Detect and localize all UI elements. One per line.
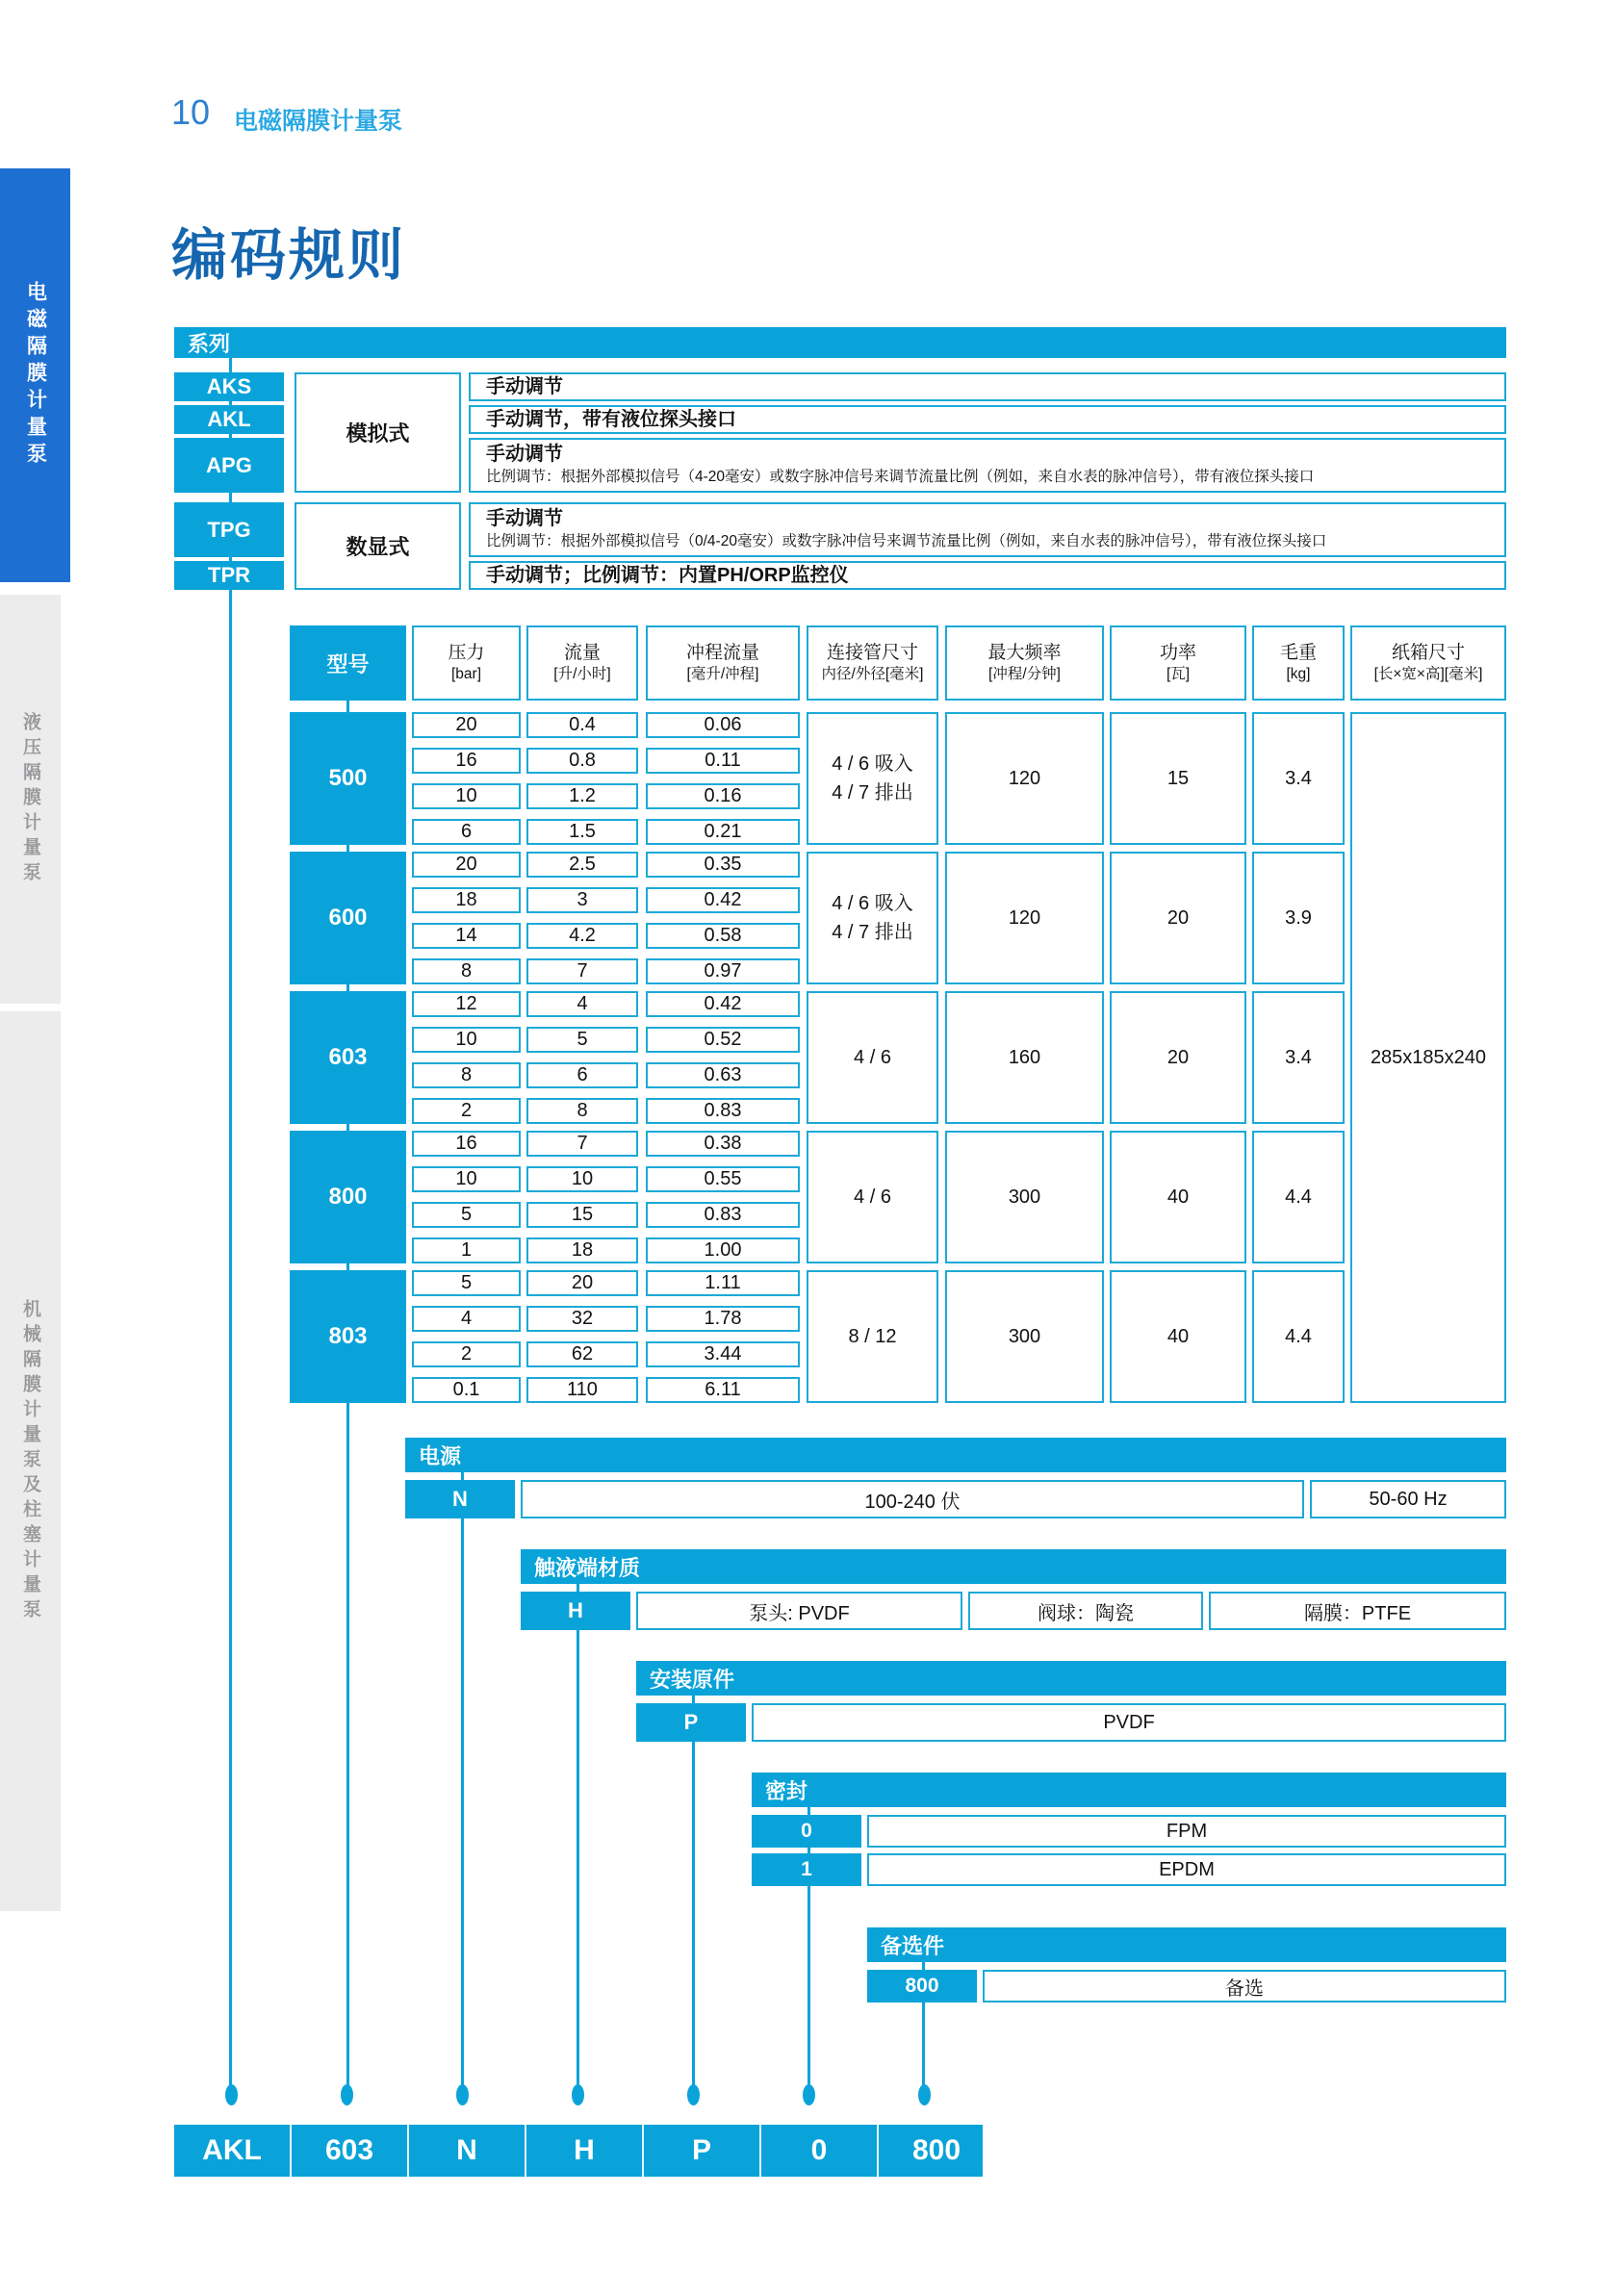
spec-cell-pressure: 20	[412, 852, 521, 878]
code-segment-material: H	[525, 2125, 642, 2177]
spec-cell-stroke: 0.42	[646, 991, 800, 1017]
spec-cell-flow: 62	[526, 1341, 638, 1367]
code-segment-installation: P	[642, 2125, 759, 2177]
series-description-apg: 手动调节 比例调节：根据外部模拟信号（4-20毫安）或数字脉冲信号来调节流量比例（例如，来自水表的脉冲信号），带有液位探头接口	[469, 438, 1506, 493]
spec-cell-stroke: 1.78	[646, 1306, 800, 1332]
material-code-box: H	[521, 1592, 630, 1630]
spec-cell-flow: 8	[526, 1098, 638, 1124]
series-description-akl: 手动调节，带有液位探头接口	[469, 405, 1506, 434]
spec-header-6: 功率 [瓦]	[1110, 625, 1246, 701]
spec-cell-power: 40	[1110, 1131, 1246, 1263]
spec-cell-stroke: 0.21	[646, 819, 800, 845]
spec-cell-stroke: 0.06	[646, 712, 800, 738]
spec-cell-stroke: 0.63	[646, 1062, 800, 1088]
power-header-bar: 电源	[405, 1438, 1506, 1472]
power-code-box: N	[405, 1480, 515, 1518]
spec-cell-power: 20	[1110, 852, 1246, 984]
spec-cell-pressure: 10	[412, 1027, 521, 1053]
spec-cell-pipe-size: 4 / 6 吸入 4 / 7 排出	[807, 712, 938, 845]
connector-dot	[225, 2084, 238, 2105]
spec-model-box-800: 800	[290, 1131, 406, 1263]
spec-cell-stroke: 0.38	[646, 1131, 800, 1157]
spec-cell-pressure: 20	[412, 712, 521, 738]
spec-cell-flow: 32	[526, 1306, 638, 1332]
spec-model-box-603: 603	[290, 991, 406, 1124]
spec-cell-stroke: 0.42	[646, 887, 800, 913]
spec-cell-pipe-size: 8 / 12	[807, 1270, 938, 1403]
page-title: 编码规则	[171, 224, 407, 287]
sidebar-tab-hydraulic[interactable]: 液压隔膜计量泵	[0, 595, 61, 1004]
spec-cell-power: 15	[1110, 712, 1246, 845]
connector-line-installation	[692, 1696, 695, 2088]
spec-cell-pressure: 5	[412, 1202, 521, 1228]
spec-cell-stroke: 1.00	[646, 1237, 800, 1263]
spec-cell-pressure: 10	[412, 783, 521, 809]
spec-cell-pressure: 6	[412, 819, 521, 845]
spec-cell-pipe-size: 4 / 6 吸入 4 / 7 排出	[807, 852, 938, 984]
spec-cell-gross-weight: 4.4	[1252, 1270, 1345, 1403]
seal-value-cell-epdm: EPDM	[867, 1853, 1506, 1886]
series-description-tpg: 手动调节 比例调节：根据外部模拟信号（0/4-20毫安）或数字脉冲信号来调节流量比例（例如，来自水表的脉冲信号），带有液位探头接口	[469, 502, 1506, 557]
spec-header-4: 连接管尺寸 内径/外径[毫米]	[807, 625, 938, 701]
spec-cell-pressure: 4	[412, 1306, 521, 1332]
sidebar-tab-mechanical[interactable]: 机械隔膜计量泵及柱塞计量泵	[0, 1011, 61, 1911]
connector-dot	[803, 2084, 815, 2105]
spec-cell-max-frequency: 120	[945, 852, 1104, 984]
spec-cell-power: 20	[1110, 991, 1246, 1124]
spec-cell-flow: 4	[526, 991, 638, 1017]
power-frequency-cell: 50-60 Hz	[1310, 1480, 1506, 1518]
spec-cell-gross-weight: 4.4	[1252, 1131, 1345, 1263]
spec-cell-carton-size: 285x185x240	[1350, 712, 1506, 1403]
spec-cell-flow: 0.4	[526, 712, 638, 738]
connector-line-power	[461, 1472, 464, 2088]
installation-code-box: P	[636, 1703, 746, 1742]
spec-cell-pressure: 2	[412, 1098, 521, 1124]
spec-cell-stroke: 0.52	[646, 1027, 800, 1053]
series-code-box-tpg: TPG	[174, 502, 284, 557]
installation-value-cell: PVDF	[752, 1703, 1506, 1742]
spec-cell-flow: 0.8	[526, 748, 638, 774]
spec-cell-flow: 20	[526, 1270, 638, 1296]
spec-cell-pipe-size: 4 / 6	[807, 991, 938, 1124]
material-header-bar: 触液端材质	[521, 1549, 1506, 1584]
spec-cell-pressure: 8	[412, 958, 521, 984]
spec-cell-flow: 3	[526, 887, 638, 913]
spec-cell-flow: 18	[526, 1237, 638, 1263]
spec-cell-pressure: 16	[412, 748, 521, 774]
spec-cell-stroke: 0.97	[646, 958, 800, 984]
series-code-box-apg: APG	[174, 438, 284, 493]
sidebar-tab-electromagnetic[interactable]: 电磁隔膜计量泵	[0, 168, 70, 582]
code-segment-model: 603	[290, 2125, 407, 2177]
spec-cell-stroke: 0.35	[646, 852, 800, 878]
spec-header-7: 毛重 [kg]	[1252, 625, 1345, 701]
spec-cell-max-frequency: 120	[945, 712, 1104, 845]
spec-cell-max-frequency: 300	[945, 1270, 1104, 1403]
spec-cell-flow: 15	[526, 1202, 638, 1228]
code-segment-series: AKL	[202, 2134, 262, 2166]
spec-cell-pressure: 18	[412, 887, 521, 913]
spec-cell-max-frequency: 160	[945, 991, 1104, 1124]
spec-cell-flow: 7	[526, 958, 638, 984]
spec-cell-stroke: 6.11	[646, 1377, 800, 1403]
connector-dot	[341, 2084, 353, 2105]
spec-cell-flow: 1.2	[526, 783, 638, 809]
spec-cell-gross-weight: 3.4	[1252, 991, 1345, 1124]
connector-dot	[687, 2084, 700, 2105]
spec-cell-stroke: 0.58	[646, 923, 800, 949]
spec-cell-pressure: 1	[412, 1237, 521, 1263]
seal-value-cell-fpm: FPM	[867, 1815, 1506, 1848]
spec-cell-stroke: 0.11	[646, 748, 800, 774]
code-segment-power: N	[407, 2125, 525, 2177]
spec-header-model: 型号	[290, 625, 406, 701]
connector-dot	[456, 2084, 469, 2105]
series-description-aks: 手动调节	[469, 372, 1506, 401]
spec-cell-pressure: 2	[412, 1341, 521, 1367]
material-diaphragm-cell: 隔膜：PTFE	[1209, 1592, 1506, 1630]
seal-code-box-0: 0	[752, 1815, 861, 1848]
spec-cell-pressure: 8	[412, 1062, 521, 1088]
optional-code-box: 800	[867, 1970, 977, 2003]
spec-cell-flow: 4.2	[526, 923, 638, 949]
spec-cell-flow: 1.5	[526, 819, 638, 845]
spec-header-2: 流量 [升/小时]	[526, 625, 638, 701]
spec-cell-flow: 110	[526, 1377, 638, 1403]
spec-header-1: 压力 [bar]	[412, 625, 521, 701]
installation-header-bar: 安装原件	[636, 1661, 1506, 1696]
model-code-bar	[174, 2125, 983, 2177]
code-segment-optional: 800	[877, 2125, 994, 2177]
seal-code-box-1: 1	[752, 1853, 861, 1886]
spec-cell-max-frequency: 300	[945, 1131, 1104, 1263]
spec-cell-gross-weight: 3.9	[1252, 852, 1345, 984]
spec-header-3: 冲程流量 [毫升/冲程]	[646, 625, 800, 701]
connector-line-series	[229, 358, 232, 2088]
series-header-bar: 系列	[174, 327, 1506, 358]
optional-value-cell: 备选	[983, 1970, 1506, 2003]
spec-cell-pressure: 12	[412, 991, 521, 1017]
spec-cell-flow: 7	[526, 1131, 638, 1157]
series-description-tpr: 手动调节；比例调节：内置PH/ORP监控仪	[469, 561, 1506, 590]
spec-cell-pressure: 14	[412, 923, 521, 949]
spec-cell-pressure: 16	[412, 1131, 521, 1157]
series-code-box-akl: AKL	[174, 405, 284, 434]
material-pump-head-cell: 泵头: PVDF	[636, 1592, 962, 1630]
spec-cell-stroke: 1.11	[646, 1270, 800, 1296]
spec-model-box-803: 803	[290, 1270, 406, 1403]
seal-header-bar: 密封	[752, 1773, 1506, 1807]
spec-cell-flow: 2.5	[526, 852, 638, 878]
page-number: 10	[171, 92, 211, 132]
spec-cell-stroke: 0.83	[646, 1202, 800, 1228]
spec-cell-stroke: 3.44	[646, 1341, 800, 1367]
material-valve-ball-cell: 阀球：陶瓷	[968, 1592, 1203, 1630]
spec-cell-power: 40	[1110, 1270, 1246, 1403]
code-segment-seal: 0	[759, 2125, 877, 2177]
spec-model-box-600: 600	[290, 852, 406, 984]
spec-cell-pipe-size: 4 / 6	[807, 1131, 938, 1263]
spec-cell-flow: 5	[526, 1027, 638, 1053]
series-type-box-digital: 数显式	[295, 502, 461, 590]
series-code-box-tpr: TPR	[174, 561, 284, 590]
spec-cell-pressure: 0.1	[412, 1377, 521, 1403]
optional-header-bar: 备选件	[867, 1927, 1506, 1962]
connector-dot	[572, 2084, 584, 2105]
spec-cell-stroke: 0.83	[646, 1098, 800, 1124]
spec-cell-gross-weight: 3.4	[1252, 712, 1345, 845]
spec-cell-pressure: 10	[412, 1166, 521, 1192]
connector-dot	[918, 2084, 931, 2105]
spec-cell-flow: 6	[526, 1062, 638, 1088]
spec-cell-pressure: 5	[412, 1270, 521, 1296]
series-code-box-aks: AKS	[174, 372, 284, 401]
spec-cell-stroke: 0.16	[646, 783, 800, 809]
page-category: 电磁隔膜计量泵	[234, 108, 403, 135]
power-voltage-cell: 100-240 伏	[521, 1480, 1304, 1518]
series-type-box-analog: 模拟式	[295, 372, 461, 493]
connector-line-seal	[808, 1807, 810, 2088]
spec-model-box-500: 500	[290, 712, 406, 845]
spec-cell-flow: 10	[526, 1166, 638, 1192]
connector-line-material	[577, 1584, 579, 2088]
spec-cell-stroke: 0.55	[646, 1166, 800, 1192]
spec-header-8: 纸箱尺寸 [长×宽×高][毫米]	[1350, 625, 1506, 701]
spec-header-5: 最大频率 [冲程/分钟]	[945, 625, 1104, 701]
